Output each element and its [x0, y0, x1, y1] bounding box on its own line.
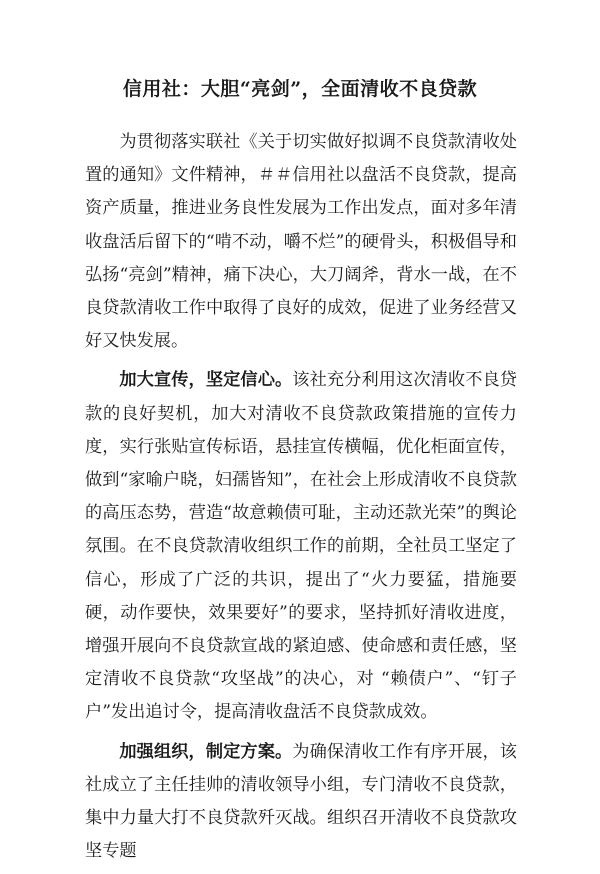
section-heading-publicity: 加大宣传，坚定信心。	[119, 370, 293, 391]
section-text-organization: 为确保清收工作有序开展，该社成立了主任挂帅的清收领导小组，专门清收不良贷款，集中力量大打不良贷款歼灭战。组织召开清收不良贷款攻坚专题	[85, 741, 517, 862]
section-paragraph-publicity	[85, 364, 517, 729]
document-body	[85, 126, 517, 874]
section-heading-organization: 加强组织，制定方案。	[119, 741, 293, 762]
section-paragraph-organization	[85, 736, 517, 869]
document-title: 信用社：大胆“亮剑”，全面清收不良贷款	[122, 78, 478, 100]
intro-paragraph: 为贯彻落实联社《关于切实做好拟调不良贷款清收处置的通知》文件精神，＃＃信用社以盘活不良贷款，提高资产质量，推进业务良性发展为工作出发点，面对多年清收盘活后留下的“啃不动，嚼不烂”的硬骨头，积极倡导和弘扬“亮剑”精神，痛下决心，大刀阔斧，背水一战，在不良贷款清收工作中取得了良好的成效，促进了业务经营又好又快发展。	[85, 132, 517, 352]
section-text-publicity: 该社充分利用这次清收不良贷款的良好契机，加大对清收不良贷款政策措施的宣传力度，实行张贴宣传标语，悬挂宣传横幅，优化柜面宣传，做到“家喻户晓，妇孺皆知”，在社会上形成清收不良贷款的高压态势，营造“故意赖债可耻，主动还款光荣”的舆论氛围。在不良贷款清收组织工作的前期，全社员工坚定了信心，形成了广泛的共识，提出了“火力要猛，措施要硬，动作要快，效果要好”的要求，坚持抓好清收进度，增强开展向不良贷款宣战的紧迫感、使命感和责任感，坚定清收不良贷款“攻坚战”的决心，对 “赖债户”、“钉子户”发出追讨令，提高清收盘活不良贷款成效。	[85, 370, 517, 723]
